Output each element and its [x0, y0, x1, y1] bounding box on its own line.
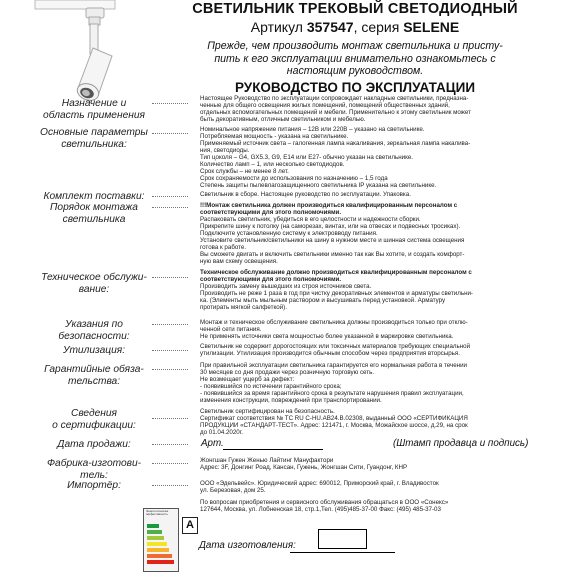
- kit-label: Комплект поставки:: [43, 191, 145, 202]
- safety-label: [14, 319, 174, 342]
- document-title: СВЕТИЛЬНИК ТРЕКОВЫЙ СВЕТОДИОДНЫЙ: [192, 1, 518, 17]
- text-line: ка. (Элементы мыть мыльным раствором и высушивать перед установкой. Арматуру: [200, 296, 446, 304]
- text-line: Жонгшан Гужен Женью Лайтинг Мануфактори: [200, 457, 334, 464]
- article-prefix: Артикул: [250, 19, 307, 35]
- leader-dots: [152, 463, 188, 464]
- text-line: Тип цоколя – G4, GX5.3, G9, E14 или E27- обычно указан на светильнике.: [200, 153, 414, 161]
- text-line: Адрес: 3F, Донгинг Роад, Кансан, Гужень, Жонгшан Сити, Гуандонг, КНР: [200, 463, 408, 471]
- bold-line: соответствующими для этого полномочиями.: [200, 208, 342, 216]
- text-line: - появившийся по истечении гарантийного срока;: [200, 382, 342, 390]
- text-line: Прикрепите шину к потолку (на саморезах, винтах, или на отвесах и подвесных тросиках).: [200, 222, 461, 230]
- params-label: [14, 127, 174, 150]
- series-name: SELENE: [403, 19, 460, 35]
- text-line: ную вам схему освещения.: [200, 257, 278, 265]
- text-line: ООО «Эдельвейс». Юридический адрес: 690012, Приморский край, г. Владивосток: [200, 480, 439, 487]
- text-line: протирать мягкой салфеткой).: [200, 303, 287, 311]
- series-prefix: , серия: [353, 19, 404, 35]
- text-line: 30 месяцев со дня продажи через розничную торговую сеть.: [200, 368, 375, 376]
- text-line: Срок службы – не менее 8 лет.: [200, 167, 289, 175]
- text-line: Номинальное напряжение питания – 12В или 220В – указано на светильнике.: [200, 126, 425, 133]
- text-line: Подключите установленную систему к электровводу питания.: [200, 229, 378, 237]
- energy-grade-bar: [147, 536, 164, 540]
- text-line: ченные для общего освещения жилых помещений, помещений общественных зданий,: [200, 101, 450, 109]
- label-line: Назначение и: [61, 98, 127, 109]
- sale-date-label: Дата продажи:: [57, 439, 131, 450]
- text-line: до 01.04.2020г.: [200, 428, 243, 436]
- mounting-text: [200, 203, 574, 266]
- energy-class-badge: A: [182, 517, 198, 534]
- warranty-label: [14, 364, 174, 387]
- contacts-text: [200, 500, 574, 514]
- leader-dots: [152, 103, 188, 104]
- text-line: Настоящее Руководство по эксплуатации сопровождает накладные светильники, предназна-: [200, 95, 469, 102]
- text-line: При правильной эксплуатации светильника гарантируется его нормальная работа в течении: [200, 362, 467, 369]
- label-line: о сертификации:: [52, 419, 136, 431]
- label-line: Порядок монтажа: [50, 202, 138, 213]
- text-line: изменения конструкции, повреждений при транспортировании.: [200, 396, 382, 404]
- energy-grade-bar: [147, 530, 162, 534]
- text-line: Установите светильник/светильники на шину в нужном месте и шинная система освещения: [200, 236, 465, 244]
- kit-text: [200, 192, 574, 199]
- text-line: ния, светодиоды.: [200, 146, 250, 154]
- label-line: безопасности:: [58, 330, 130, 342]
- leader-dots: [152, 207, 188, 208]
- label-line: Фабрика-изготови-: [46, 458, 142, 469]
- text-line: Распаковать светильник, убедиться в его целостности и надежности сборки.: [200, 215, 421, 223]
- energy-grade-bar: [147, 554, 172, 558]
- leader-dots: [152, 418, 188, 419]
- service-label: [14, 272, 174, 295]
- sale-article-label: Арт.: [201, 438, 224, 449]
- leader-dots: [152, 444, 188, 445]
- leader-dots: [152, 485, 188, 486]
- energy-efficiency-label: [143, 508, 194, 572]
- text-line: ченной сети питания.: [200, 325, 262, 333]
- text-line: Потребляемая мощность - указана на светильнике.: [200, 132, 349, 140]
- text-line: По вопросам приобретения и сервисного обслуживания обращаться в ООО «Сонекс»: [200, 499, 449, 506]
- importer-text: [200, 481, 574, 495]
- text-line: Степень защиты пылевлагозащищенного светильника IP указана на светильнике.: [200, 181, 437, 189]
- text-line: готова к работе.: [200, 243, 247, 251]
- sale-article-line[interactable]: [223, 449, 323, 450]
- bold-line: Техническое обслуживание должно производиться квалифицированным персоналом с: [200, 269, 472, 276]
- params-text: [200, 127, 574, 190]
- mounting-label: [14, 202, 174, 225]
- manufacture-date-label: Дата изготовления:: [199, 540, 296, 551]
- intro-line: пить к его эксплуатации внимательно ознакомьтесь с: [214, 52, 496, 65]
- stamp-label: (Штамп продавца и подпись): [393, 438, 529, 449]
- text-line: Производить замену вышедших из строя источников света.: [200, 282, 372, 290]
- text-line: ул. Березовая, дом 25.: [200, 486, 266, 494]
- date-stamp-box[interactable]: [318, 529, 367, 549]
- leader-dots: [152, 324, 188, 325]
- label-line: светильника:: [61, 138, 127, 150]
- leader-dots: [152, 350, 188, 351]
- energy-caption: Энергетическая эффективность: [146, 509, 169, 517]
- product-image: [0, 0, 130, 112]
- text-line: ПРОДУКЦИИ «СТАНДАРТ-ТЕСТ». Адрес: 121471, г. Москва, Можайское шоссе, д.29, на срок: [200, 421, 468, 429]
- bold-line: соответствующими для этого полномочиями.: [200, 275, 342, 283]
- label-line: Гарантийные обяза-: [44, 364, 144, 375]
- label-line: тель:: [80, 469, 108, 481]
- safety-text: [200, 320, 574, 341]
- text-line: 127644, Москва, ул. Лобненская 18, стр.1,Тел. (495)485-37-00 Факс: (495) 485-37-03: [200, 505, 441, 513]
- leader-dots: [152, 369, 188, 370]
- text-line: Вы сможете двигать и включить светильники именно так как Вы хотите, и создать комфорт-: [200, 250, 465, 258]
- label-line: тельства:: [67, 375, 121, 387]
- leader-dots: [152, 277, 188, 278]
- certification-text: [200, 409, 574, 437]
- manufacture-date-line[interactable]: [290, 552, 395, 553]
- manufacturer-label: [14, 458, 174, 481]
- article-line: [135, 19, 575, 35]
- text-line: Светильник не содержит дорогостоящих или токсичных материалов требующих специальной: [200, 343, 471, 350]
- label-line: Указания по: [65, 319, 123, 330]
- label-line: Основные параметры: [40, 127, 148, 138]
- energy-grade-bar: [147, 542, 167, 546]
- text-line: Применяемый источник света – галогенная лампа накаливания, зеркальная лампа накалива-: [200, 139, 471, 147]
- energy-grade-bar: [147, 524, 159, 528]
- disposal-label: Утилизация:: [62, 345, 126, 356]
- disposal-text: [200, 344, 574, 358]
- text-line: Монтаж и техническое обслуживание светильника должны производиться только при отклю-: [200, 319, 468, 326]
- text-line: - появившийся за время гарантийного срока в результате нарушения правил эксплуатации,: [200, 389, 464, 397]
- energy-grade-bar: [147, 560, 174, 564]
- text-line: Светильник сертифицирован на безопасность.: [200, 408, 335, 415]
- warranty-text: [200, 363, 574, 405]
- purpose-label: [14, 98, 174, 121]
- text-line: Срок сохраняемости до использования по назначению – 1,5 года: [200, 174, 388, 182]
- text-line: быть декоративным, отличным светильником и мебелью.: [200, 115, 366, 123]
- label-line: Техническое обслужи-: [41, 272, 147, 283]
- leader-dots: [152, 196, 188, 197]
- text-line: Светильник в сборе. Настоящее руководство по эксплуатации. Упаковка.: [200, 191, 411, 198]
- intro-line: Прежде, чем производить монтаж светильника и присту-: [207, 40, 503, 52]
- service-text: [200, 270, 574, 312]
- text-line: Не применять источники света мощностью более указанной в маркировке светильника.: [200, 332, 454, 340]
- article-number: 357547: [306, 19, 354, 35]
- manual-title: РУКОВОДСТВО ПО ЭКСПЛУАТАЦИИ: [234, 80, 476, 95]
- label-line: вание:: [78, 283, 110, 295]
- certification-label: [14, 408, 174, 431]
- text-line: Производить не реже 1 раза в год при чистку декоративных элементов и арматуры светильни-: [200, 289, 473, 297]
- energy-grade-bar: [147, 548, 169, 552]
- label-line: область применения: [43, 109, 145, 121]
- text-line: Количество ламп – 1, или несколько светодиодов.: [200, 160, 345, 168]
- text-line: отдельных вспомогательных помещений и мебели. Применительно к этому светильник может: [200, 108, 471, 116]
- text-line: утилизации. Утилизация производится обычным способом через предприятия вторсырья.: [200, 349, 460, 357]
- manufacturer-text: [200, 458, 574, 472]
- importer-label: Импортёр:: [67, 480, 121, 491]
- purpose-text: [200, 96, 574, 124]
- leader-dots: [152, 133, 188, 134]
- bold-line: !!!Монтаж светильника должен производиться квалифицированным персоналом с: [200, 202, 458, 209]
- intro-notice: [135, 40, 575, 78]
- text-line: Не возмещает ущерб за дефект:: [200, 375, 295, 383]
- label-line: Сведения: [70, 408, 117, 419]
- intro-line: настоящим руководством.: [286, 65, 424, 77]
- text-line: Сертификат соответствия № ТС RU C-HU.АВ24.В.02308, выданный ООО «СЕРТИФИКАЦИЯ: [200, 414, 468, 422]
- label-line: светильника: [62, 213, 126, 225]
